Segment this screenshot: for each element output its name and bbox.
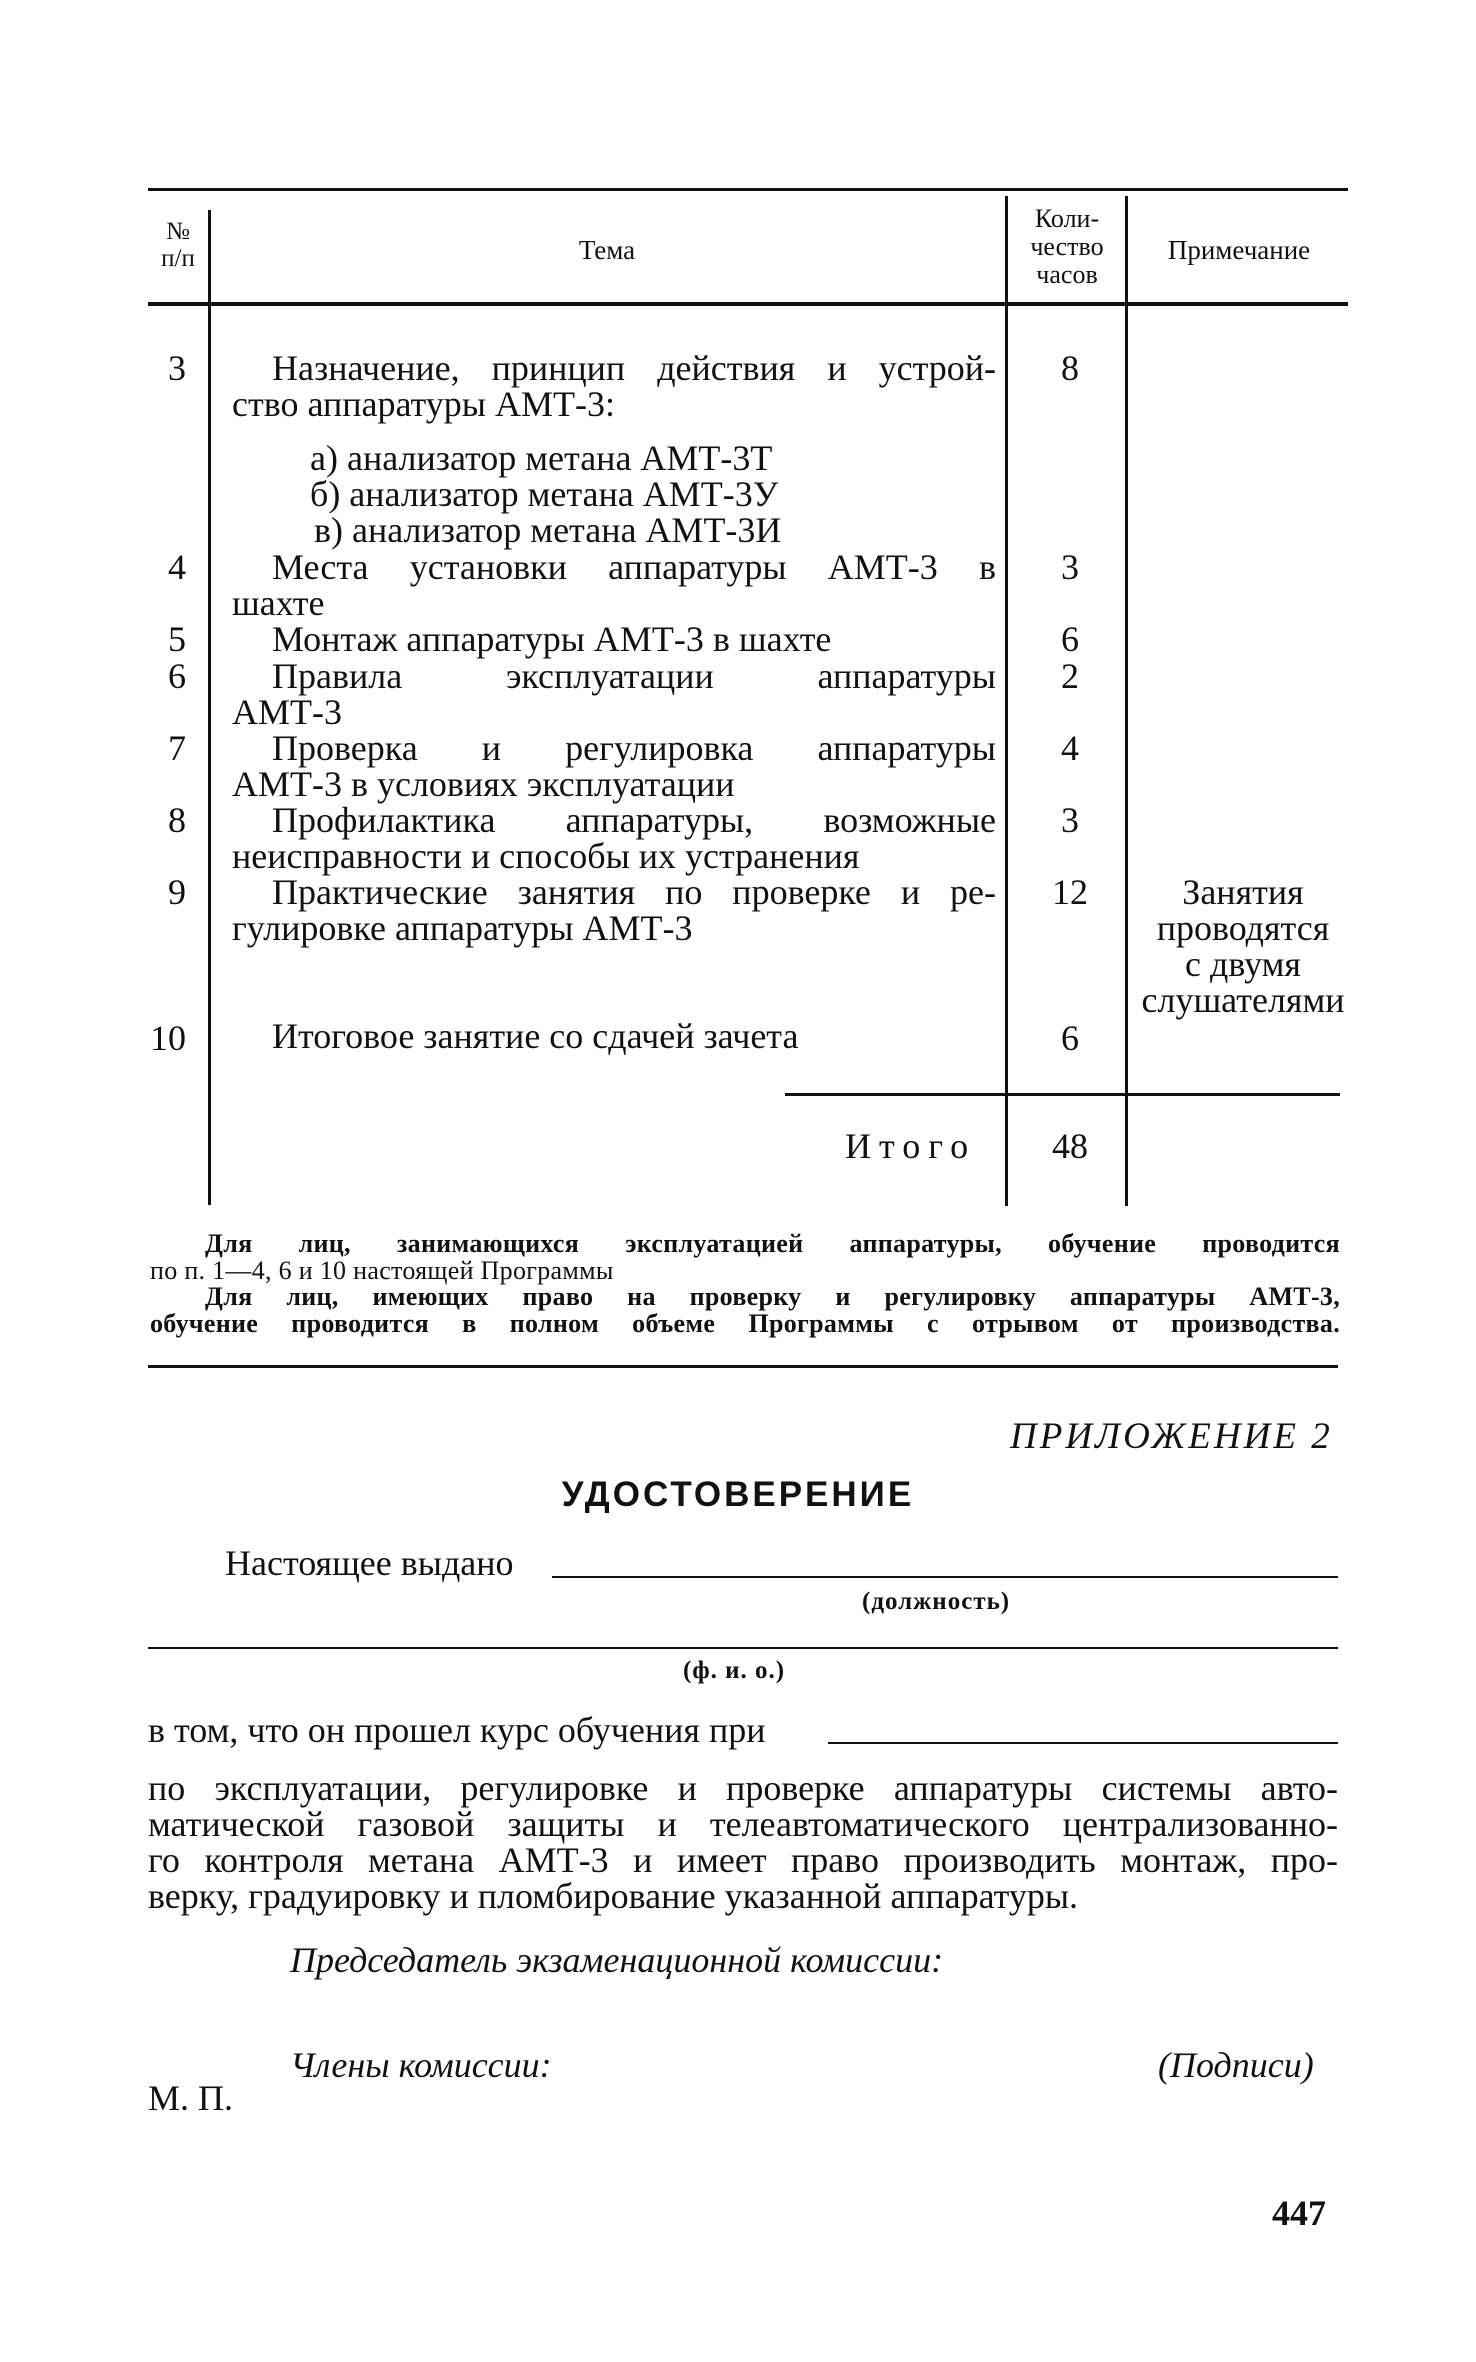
row-number: 4 [168, 547, 186, 587]
row-hours: 4 [1061, 728, 1079, 768]
issued-to-label: Настоящее выдано [225, 1543, 514, 1583]
table-total-rule [785, 1093, 1340, 1096]
appendix-label: ПРИЛОЖЕНИЕ 2 [1010, 1416, 1333, 1457]
footnote-line: Для лиц, занимающихся эксплуатацией аппаратуры, обучение проводится [205, 1229, 1340, 1258]
chairman-label: Председатель экзаменационной комиссии: [290, 1940, 944, 1980]
row-hours: 6 [1061, 619, 1079, 659]
row-number: 3 [168, 348, 186, 388]
position-hint: (должность) [862, 1588, 1011, 1615]
total-hours: 48 [1052, 1126, 1088, 1166]
row-number: 9 [168, 872, 186, 912]
header-number: № п/п [161, 218, 195, 272]
header-topic: Тема [578, 235, 636, 265]
row-hours: 8 [1061, 348, 1079, 388]
section-divider [148, 1365, 1338, 1368]
certificate-body: по эксплуатации, регулировке и проверке аппаратуры системы авто- матической газовой защиты и телеавтоматического централизованно- го контроля метана АМТ-3 и имеет право производить монтаж, про- верку, градуировку и пломбирование указанной аппаратуры. [148, 1768, 1338, 1916]
row-topic: Профилактика аппаратуры, возможные неисправности и способы их устранения [232, 800, 996, 876]
row-hours: 6 [1061, 1018, 1079, 1058]
certificate-title: УДОСТОВЕРЕНИЕ [561, 1475, 915, 1514]
row-hours: 3 [1061, 547, 1079, 587]
stamp-label: М. П. [148, 2078, 234, 2118]
page-number: 447 [1272, 2193, 1326, 2233]
row-number: 10 [150, 1018, 186, 1058]
table-header-rule [148, 302, 1348, 306]
table-top-rule [148, 188, 1348, 191]
row-topic: Проверка и регулировка аппаратуры АМТ-3 в условиях эксплуатации [232, 728, 996, 804]
name-blank-line [148, 1647, 1338, 1649]
header-note: Примечание [1167, 235, 1311, 265]
footnote-line: обучение проводится в полном объеме Программы с отрывом от производства. [150, 1309, 1340, 1338]
row-hours: 12 [1052, 872, 1088, 912]
total-label: Итого [845, 1126, 977, 1166]
name-hint: (ф. и. о.) [683, 1657, 786, 1684]
table-col-rule-1 [208, 210, 211, 1205]
footnote-line: по п. 1—4, 6 и 10 настоящей Программы [150, 1256, 614, 1285]
institution-blank-line [828, 1742, 1338, 1744]
signatures-label: (Подписи) [1158, 2045, 1314, 2085]
row-number: 7 [168, 728, 186, 768]
row-note: Занятия проводятся с двумя слушателями [1141, 872, 1345, 1020]
row-topic: Практические занятия по проверке и ре- гулировке аппаратуры АМТ-3 [232, 872, 996, 948]
header-hours: Коли- чество часов [1030, 204, 1104, 289]
row-topic: Места установки аппаратуры АМТ-3 в шахте [232, 547, 996, 623]
row-topic: Назначение, принцип действия и устрой- ство аппаратуры АМТ-3: [232, 348, 996, 424]
course-prefix: в том, что он прошел курс обучения при [148, 1710, 766, 1750]
row-subitems: а) анализатор метана АМТ-3Т б) анализатор метана АМТ-3У в) анализатор метана АМТ-3И [310, 438, 782, 550]
row-topic: Монтаж аппаратуры АМТ-3 в шахте [272, 619, 832, 659]
row-hours: 3 [1061, 800, 1079, 840]
row-number: 8 [168, 800, 186, 840]
footnote-line: Для лиц, имеющих право на проверку и регулировку аппаратуры АМТ-3, [205, 1282, 1340, 1311]
row-number: 5 [168, 619, 186, 659]
row-topic: Правила эксплуатации аппаратуры АМТ-3 [232, 656, 996, 732]
row-topic: Итоговое занятие со сдачей зачета [272, 1016, 799, 1056]
row-number: 6 [168, 656, 186, 696]
row-hours: 2 [1061, 656, 1079, 696]
position-blank-line [552, 1576, 1338, 1578]
members-label: Члены комиссии: [290, 2045, 552, 2085]
